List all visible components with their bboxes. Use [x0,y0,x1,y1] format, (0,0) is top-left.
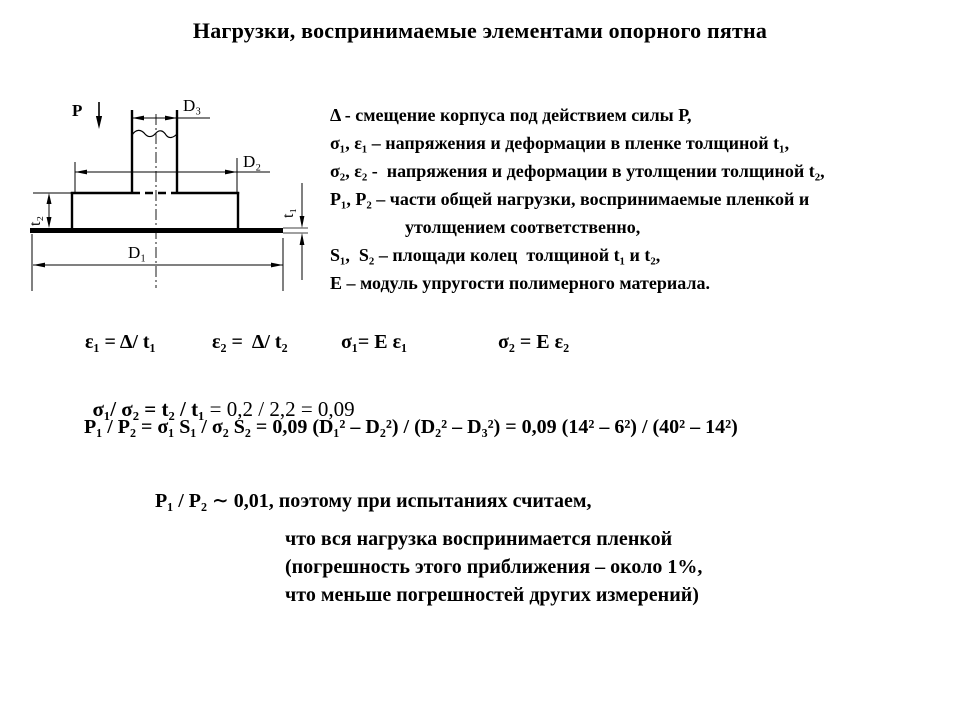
formula-stress-ratio [82,372,355,422]
t2-label: t₂ [27,215,44,226]
dimension-t1 [280,183,308,280]
d1-label: D₁ [128,243,147,262]
thickening-outline [71,192,239,229]
conclusion-line2: что вся нагрузка воспринимается пленкой [285,528,673,550]
dimension-d2 [75,152,270,194]
formula-strain2: ε₂ = Δ/ t₂ [212,331,288,353]
legend-line-p1p2-cont: утолщением соответственно, [405,217,641,237]
legend-line-p1p2: Р₁, Р₂ – части общей нагрузки, воспринимаемые пленкой и [330,189,810,209]
conclusion-line4: что меньше погрешностей других измерений) [285,584,699,606]
formula-stress1: σ₁= E ε₁ [341,331,408,353]
conclusion-line3: (погрешность этого приближения – около 1%, [285,556,703,578]
legend-line-sigma1: σ₁, ε₁ – напряжения и деформации в пленке толщиной t₁, [330,133,790,153]
notation-legend [330,101,950,297]
break-wave [132,130,177,137]
formula-stress2: σ₂ = E ε₂ [498,331,570,353]
formula-strain1: ε₁ = Δ/ t₁ [85,331,156,353]
conclusion-body [285,525,702,609]
legend-line-e: Е – модуль упругости полимерного материала. [330,273,710,293]
tube-outline [132,110,177,193]
dimension-t2 [27,193,71,228]
page-title: Нагрузки, воспринимаемые элементами опорного пятна [192,18,768,43]
force-label: P [72,101,83,120]
formula-stress-ratio-symbols: σ₁/ σ₂ = t₂ / t₁ [92,397,210,421]
conclusion-lead: Р₁ / Р₂ ∼ 0,01, поэтому при испытаниях считаем, [155,490,592,512]
d3-label: D₃ [183,96,202,115]
formula-stress-ratio-value: = 0,2 / 2,2 = 0,09 [209,397,355,421]
legend-line-sigma2: σ₂, ε₂ - напряжения и деформации в утолщении толщиной t₂, [330,161,825,181]
legend-line-s1s2: S₁, S₂ – площади колец толщиной t₁ и t₂, [330,245,661,265]
legend-line-delta: Δ - смещение корпуса под действием силы Р, [330,105,692,125]
formula-load-ratio: Р₁ / Р₂ = σ₁ S₁ / σ₂ S₂ = 0,09 (D₁² – D₂²) / (D₂² – D₃²) = 0,09 (14² – 6²) / (40² – 14²) [84,416,738,438]
d2-label: D₂ [243,152,262,171]
dimension-d1 [32,234,283,291]
dimension-d3 [132,96,210,120]
force-arrow-icon [96,102,102,129]
support-spot-diagram [20,88,315,298]
t1-label: t₁ [280,207,297,218]
